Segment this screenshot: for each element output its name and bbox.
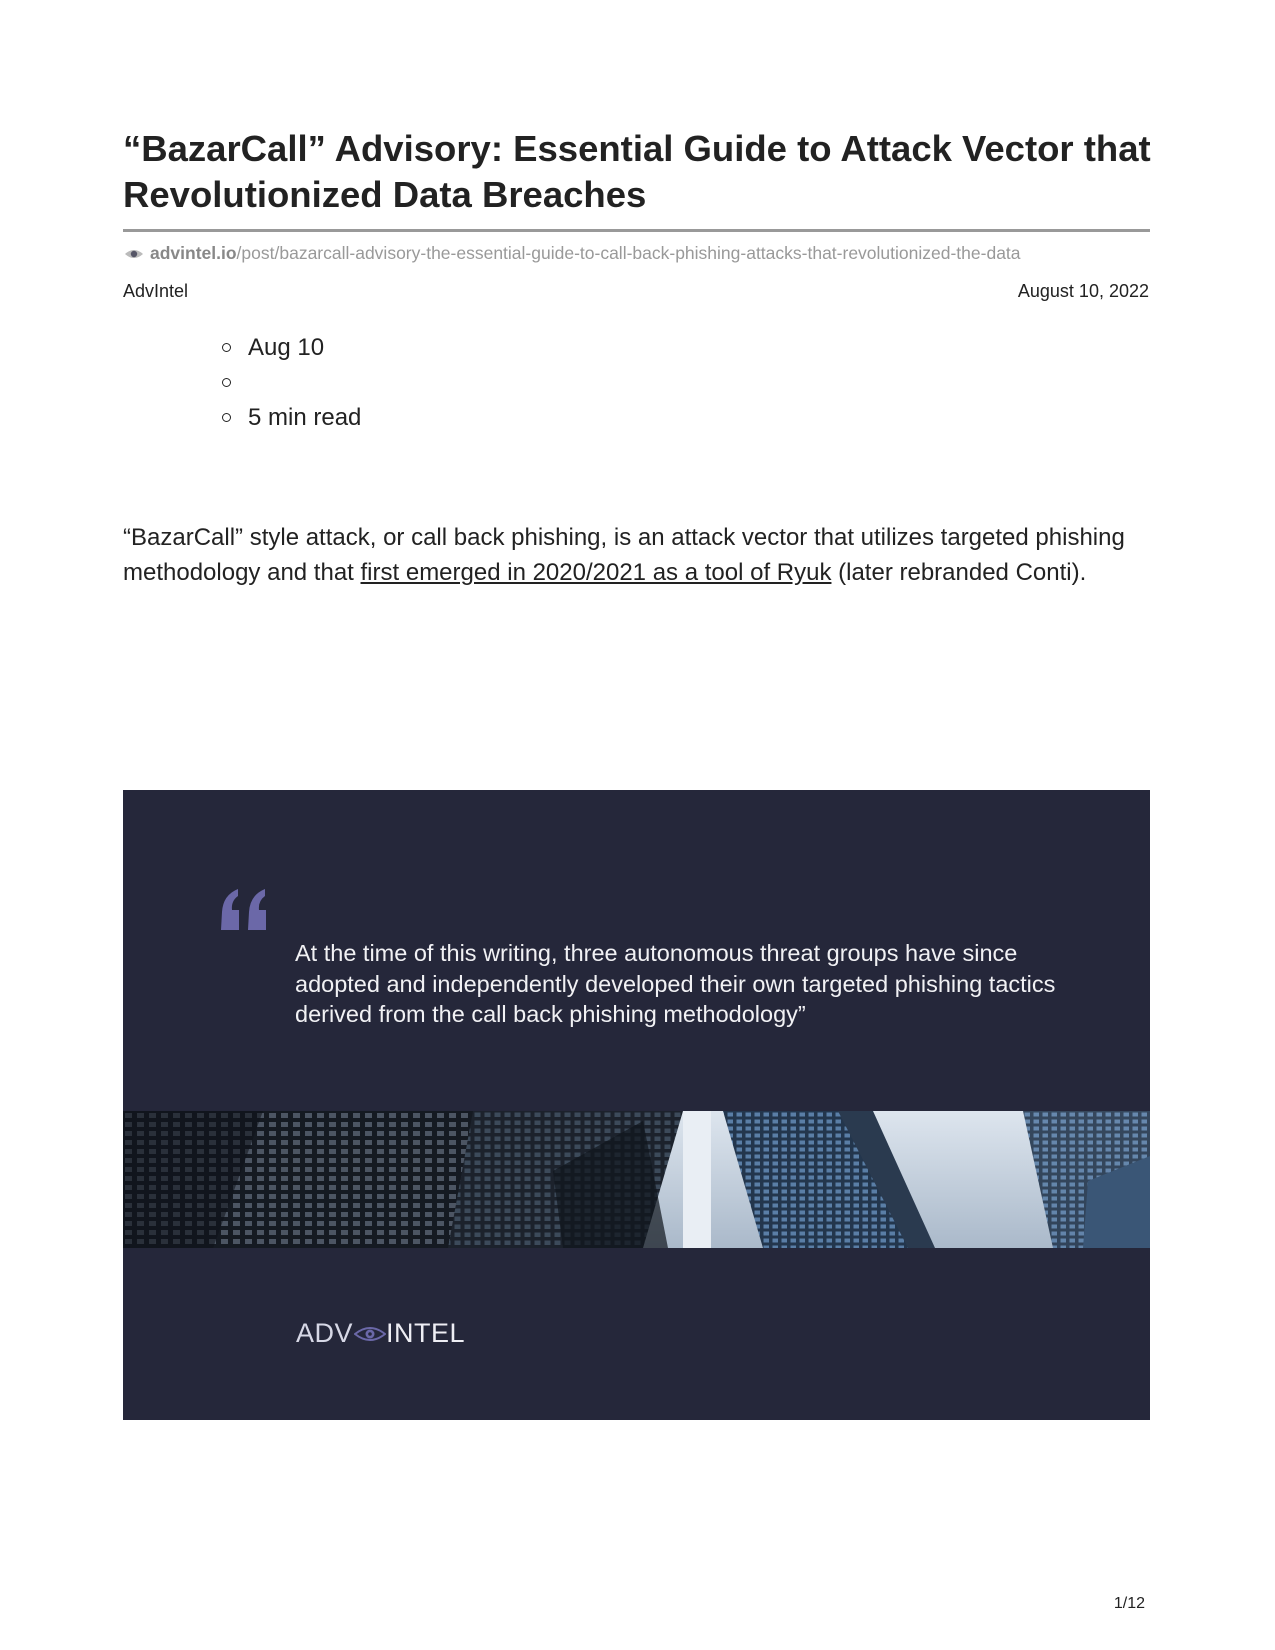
ryuk-link[interactable]: first emerged in 2020/2021 as a tool of Ryuk — [360, 559, 832, 586]
source-path: /post/bazarcall-advisory-the-essential-guide-to-call-back-phishing-attacks-that-revolutionized-the-data — [236, 243, 1021, 263]
page-title: “BazarCall” Advisory: Essential Guide to Attack Vector that Revolutionized Data Breaches — [123, 128, 1151, 215]
quote-banner-image — [123, 790, 1150, 1420]
intro-paragraph — [123, 520, 1158, 590]
city-skyline-image — [123, 1111, 1150, 1248]
author-name: AdvIntel — [123, 281, 189, 301]
page-number: 1/12 — [1113, 1595, 1145, 1612]
logo-text-adv: ADV — [296, 1318, 354, 1348]
quote-mark-icon — [218, 886, 270, 938]
source-domain: advintel.io — [150, 243, 237, 263]
advintel-logo — [296, 1318, 466, 1348]
meta-item-empty — [222, 365, 361, 400]
source-url[interactable] — [124, 242, 1154, 264]
intro-text-start: “BazarCall” style attack, or call back phishing, is an attack vector that utilizes targeted phishing methodology and that — [123, 524, 1125, 586]
logo-text-intel: INTEL — [386, 1318, 466, 1348]
intro-text-end: (later rebranded Conti). — [831, 559, 1087, 586]
meta-item-date: Aug 10 — [222, 330, 361, 365]
banner-quote: At the time of this writing, three autonomous threat groups have since adopted and independently developed their own targeted phishing tactics derived from the call back phishing methodology” — [295, 940, 1056, 1027]
meta-item-read-time: 5 min read — [222, 400, 361, 435]
title-divider — [123, 229, 1150, 232]
logo-eye-icon — [354, 1325, 386, 1343]
publish-date: August 10, 2022 — [1017, 281, 1149, 301]
article-meta-list — [222, 330, 361, 435]
eye-icon — [124, 247, 144, 261]
